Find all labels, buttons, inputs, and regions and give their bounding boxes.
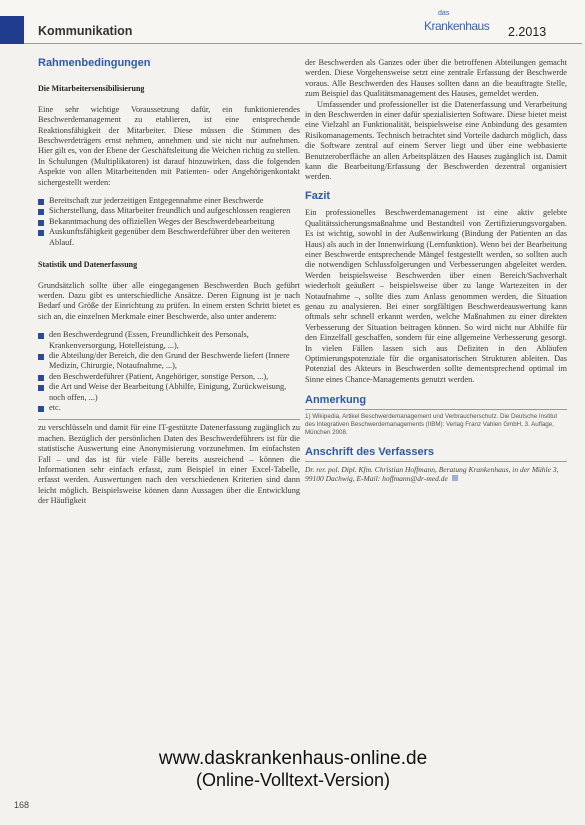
section-label: Kommunikation — [38, 24, 133, 38]
list-item: Auskunftsfähigkeit gegenüber dem Beschwerdeführer über den weiteren Ablauf. — [38, 227, 300, 248]
page-number: 168 — [14, 800, 30, 810]
logo-small-text: das — [438, 10, 450, 17]
header-divider — [24, 43, 582, 44]
column-divider — [38, 419, 300, 420]
section-color-tab — [0, 16, 24, 44]
footnote: 1) Wikipedia, Artikel Beschwerdemanagement und Verbraucherschutz. Die Deutsche Institut des Integrativen Beschwerdemanagements (IIBM): Verlag Franz Vahlen GmbH, 3. Auflage, München 2008. — [305, 412, 558, 436]
list-item: Bereitschaft zur jederzeitigen Entgegennahme einer Beschwerde — [38, 196, 300, 206]
bullet-list-merkmale — [38, 330, 300, 413]
list-item: den Beschwerdegrund (Essen, Freundlichkeit des Personals, Krankenversorgung, Hotelleistung, ...), — [38, 330, 300, 351]
paragraph: Grundsätzlich sollte über alle eingegangenen Beschwerden Buch geführt werden. Dazu gibt es unterschiedliche Ansätze. Deren Eignung ist je nach Bedarf und Größe der Einrichtung zu prüfen. In einem ersten Schritt bietet es sich an, die einzelnen Merkmale einer Beschwerde, also unter anderem: — [38, 280, 300, 321]
issue-number: 2.2013 — [508, 25, 547, 39]
heading-fazit: Fazit — [305, 189, 331, 202]
paragraph: Eine sehr wichtige Voraussetzung dafür, ein funktionierendes Beschwerdemanagement zu etablieren, ist eine entsprechende Reaktionsfähigkeit der Mitarbeiter. Diese müssen die Stimmen des Beschwerdeträgers ernst nehmen, annehmen und sie nicht nur aufnehmen. Hier gilt es, von der Ebene der Geschäftsleitung die Weichen richtig zu stellen. In Schulungen (Multiplikatoren) ist darauf hinzuwirken, dass die folgenden Aspekte von allen Mitarbeitenden mit Patienten- oder Angehörigenkontakt sichergestellt werden: — [38, 104, 300, 187]
subheading-statistik: Statistik und Datenerfassung — [38, 260, 138, 270]
notes-divider — [305, 409, 567, 410]
paragraph: Ein professionelles Beschwerdemanagement ist eine aktiv gelebte Qualitätssicherungsmaßnahme und Bestandteil von Zertifizierungsvorgaben. Es ist wichtig, sowohl in der Außenwirkung (Bindung der Patienten an das Haus) als auch in der Innenwirkung (Lernfunktion). Wenn bei der Bearbeitung einer Beschwerde entsprechende Mängel festgestellt werden, so sollten auch die notwendigen Schlussfolgerungen und Verbesserungen abgeleitet werden. Werden beispielsweise Beschwerden über einen Bereich/Sachverhalt wiederholt geäußert – beispielsweise über zu lange Wartezeiten in der Notaufnahme –, sollte dies zum Anlass genommen werden, die Situation genau zu analysieren. Bei einer sorgfältigen Beschwerdeauswertung kann oftmals sehr schnell erkannt werden, welche Maßnahmen zu einer direkten Verbesserung der Situation beitragen können. So wird nicht nur Abhilfe für den Einzelfall geschaffen, sondern für eine allgemeine Verbesserung gesorgt. In vielen Fällen lassen sich aus Defiziten in den Abläufen Optimierungspotenziale für die organisatorischen Strukturen ableiten. Das Potenzial des Akteurs in Beschwerden sollte dementsprechend optimal im Sinne eines Chance-Managements genutzt werden. — [305, 208, 567, 384]
subheading-mitarbeitersensibilisierung: Die Mitarbeitersensibilisierung — [38, 84, 145, 94]
list-item: die Abteilung/der Bereich, die den Grund der Beschwerde liefert (Innere Medizin, Chirurgie, Notaufnahme, ...), — [38, 351, 300, 372]
heading-rahmenbedingungen: Rahmenbedingungen — [38, 57, 151, 69]
heading-anmerkung: Anmerkung — [305, 394, 367, 407]
right-column — [305, 58, 567, 484]
online-url[interactable]: www.daskrankenhaus-online.de — [158, 748, 428, 769]
bullet-list-sensibilisierung — [38, 196, 300, 248]
list-item: Bekanntmachung des offiziellen Weges der Beschwerdebearbeitung — [38, 217, 300, 227]
paragraph: zu verschlüsseln und damit für eine IT-gestützte Datenerfassung zugänglich zu machen. Bezüglich der persönlichen Daten des Beschwerdeführers ist für die statistische Auswertung eine Anonymisierung vorzunehmen. Im einfachsten Fall – und das ist für viele Fälle bereits ausreichend – können die Informationen sehr einfach erfasst, zum Beispiel in einer Excel-Tabelle, erfasst werden. Auswertungen nach den verschiedenen Kriterien sind dann leicht möglich. Beispielsweise können dann Aussagen über die Entwicklung der Häufigkeit — [38, 423, 300, 506]
list-item: die Art und Weise der Bearbeitung (Abhilfe, Einigung, Zurückweisung, noch offen, ...) — [38, 382, 300, 403]
author-address-text: Dr. rer. pol. Dipl. Kfm. Christian Hoffmann, Beratung Krankenhaus, in der Mühle 3, 99100 Dachwig, E-Mail: hoffmann@dr-med.de — [305, 464, 559, 484]
author-address — [305, 465, 567, 484]
paragraph: der Beschwerden als Ganzes oder über die betroffenen Abteilungen gemacht werden. Diese Vorgehensweise setzt eine zentrale Erfassung der Beschwerde voraus. Alle Beschwerden des Hauses sollten dann an die beauftragte Stelle, zum Beispiel das Qualitätsmanagement des Hauses, gemeldet werden. — [305, 58, 567, 99]
list-item: etc. — [38, 403, 300, 413]
left-column — [38, 58, 300, 507]
paragraph: Umfassender und professioneller ist die Datenerfassung und Verarbeitung in den Beschwerden in einer dafür spezialisierten Software. Diese bietet meist eine Vielzahl an Funktionalität, beispielsweise eine Anbindung des gesamten Risikomanagements. Technisch betrachtet sind Vorteile dadurch möglich, dass die Software zentral auf einem Server liegt und über eine webbasierte Benutzeroberfläche an allen Arbeitsplätzen des Hauses zugänglich ist. Damit kann die Bearbeitung/Erfassung der Beschwerden dezentral organisiert werden. — [305, 99, 567, 182]
list-item: den Beschwerdeführer (Patient, Angehöriger, sonstige Person, ...), — [38, 372, 300, 382]
address-divider — [305, 461, 567, 462]
logo-main-text: Krankenhaus — [424, 19, 490, 33]
list-item: Sicherstellung, dass Mitarbeiter freundlich und aufgeschlossen reagieren — [38, 206, 300, 216]
online-version-note: (Online-Volltext-Version) — [195, 770, 391, 790]
online-url-banner — [148, 748, 438, 791]
heading-anschrift: Anschrift des Verfassers — [305, 446, 435, 459]
end-mark-icon — [452, 475, 458, 481]
